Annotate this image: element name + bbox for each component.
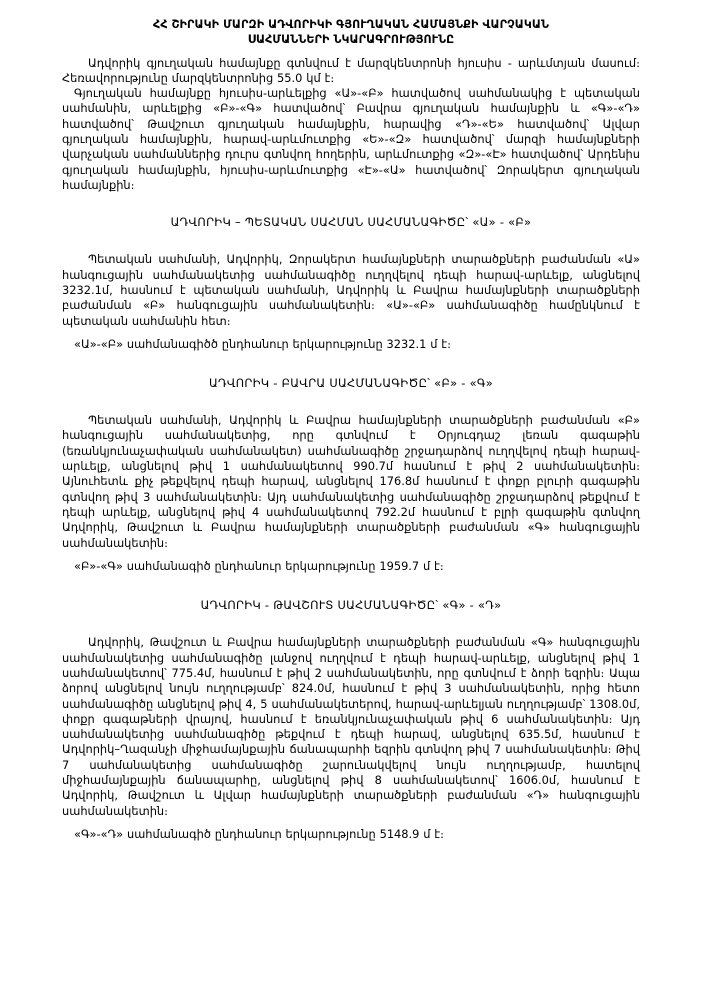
section-heading-g-d: ԱԴՎՈՐԻԿ - ԹԱՎՇՈՒՏ ՍԱՀՄԱՆԱԳԻԾԸ՝ «Գ» - «Դ» [200, 598, 502, 613]
document-title-line-1: ՀՀ ՇԻՐԱԿԻ ՄԱՐԶԻ ԱԴՎՈՐԻԿԻ ԳՅՈՒՂԱԿԱՆ ՀԱՄԱՅՆՔԻ ՎԱՐՉԱԿԱՆ [153, 18, 549, 31]
section-g-d-paragraph: Ադվորիկ, Թավշուտ և Բավրա համայնքների տարածքների բաժանման «Գ» հանգուցային սահմանակետից սահմանագիծը լանջով ուղղվում է դեպի հարավ-արևելք, անցնելով թիվ 1 սահմանակետով՝ 775.4մ, հասնում է թիվ 2 սահմանակետին, որը գտնվում է ձորի եզրին։ Ապա ձորով անցնելով նույն ուղղությամբ՝ 824.0մ, հասնում է թիվ 3 սահմանակետին, որից հետո սահմանագիծը անցնելով թիվ 4, 5 սահմանակետերով, հարավ-արևելյան ուղղությամբ՝ 1308.0մ, փոքր գագաթների վրայով, հասնում է եռանկյունաչափական թիվ 6 սահմանակետին։ Այդ սահմանակետից սահմանագիծը թեքվում է դեպի հարավ, անցնելով 635.5մ, հասնում է Ադվորիկ–Ղազանչի միջհամայնքային ճանապարհի եզրին գտնվող թիվ 7 սահմանակետին։ Թիվ 7 սահմանակետից սահմանագիծը շարունակվելով նույն ուղղությամբ, հատելով միջհամայնքային ճանապարհը, անցնելով թիվ 8 սահմանակետով՝ 1606.0մ, հասնում է Ադվորիկ, Թավշուտ և Ալվար համայնքների տարածքների բաժանման «Դ» հանգուցային սահմանակետին։ [62, 635, 640, 818]
section-heading-b-g: ԱԴՎՈՐԻԿ - ԲԱՎՐԱ ՍԱՀՄԱՆԱԳԻԾԸ՝ «Բ» - «Գ» [208, 376, 494, 391]
spacer [62, 613, 640, 635]
section-b-g-closing: «Բ»-«Գ» սահմանագիծ ընդհանուր երկարությունը 1959.7 մ է։ [74, 559, 444, 574]
intro-paragraph-1: Ադվորիկ գյուղական համայնքը գտնվում է մարզկենտրոնի հյուսիս - արևմտյան մասում։ Հեռավորությունը մարզկենտրոնից 55.0 կմ է։ [62, 55, 640, 85]
intro-paragraph-2: Գյուղական համայնքը հյուսիս-արևելքից «Ա»-«Բ» հատվածով սահմանակից է պետական սահմանին, արևելքից «Բ»-«Գ» հատվածով՝ Բավրա գյուղական համայնքին և «Գ»-«Դ» հատվածով՝ Թավշուտ գյուղական համայնքին, հարավից «Դ»-«Ե» հատվածով՝ Ալվար գյուղական համայնքին, հարավ-արևմուտքից «Ե»-«Զ» հատվածով՝ մարզի համայնքների վարչական սահմաններից դուրս գտնվող հողերին, արևմուտքից «Զ»-«Է» հատվածով՝ Արդենիս գյուղական համայնքին, հյուսիս-արևմուտքից «Է»-«Ա» հատվածով՝ Զորակերտ գյուղական համայնքին։ [62, 86, 640, 193]
document-title-line-2: ՍԱՀՄԱՆՆԵՐԻ ՆԿԱՐԱԳՐՈՒԹՅՈՒՆԸ [247, 32, 455, 46]
spacer [62, 819, 640, 827]
section-a-b-closing: «Ա»-«Բ» սահմանագիծծ ընդհանուր երկարությունը 3232.1 մ է։ [74, 336, 451, 351]
spacer [62, 551, 640, 559]
document-title [62, 18, 640, 48]
spacer [62, 193, 640, 215]
section-a-b-paragraph: Պետական սահմանի, Ադվորիկ, Զորակերտ համայնքների տարածքների բաժանման «Ա» հանգուցային սահմանակետից սահմանագիծը ուղղվելով դեպի հարավ-արևելք, անցնելով 3232.1մ, հասնում է պետական սահմանի, Ադվորիկ և Բավրա համայնքների տարածքների բաժանման «Բ» հանգուցային սահմանակետին։ «Ա»-«Բ» սահմանագիծը համընկնում է պետական սահմանին հետ։ [62, 252, 640, 328]
spacer [62, 329, 640, 337]
section-g-d-closing: «Գ»-«Դ» սահմանագիծ ընդհանուր երկարությունը 5148.9 մ է։ [74, 827, 444, 842]
spacer [62, 230, 640, 252]
spacer [62, 574, 640, 598]
section-heading-a-b: ԱԴՎՈՐԻԿ – ՊԵՏԱԿԱՆ ՍԱՀՄԱՆ ՍԱՀՄԱՆԱԳԻԾԸ՝ «Ա» - «Բ» [170, 215, 532, 230]
section-b-g-paragraph: Պետական սահմանի, Ադվորիկ և Բավրա համայնքների տարածքների բաժանման «Բ» հանգուցային սահմանակետից, որը գտնվում է Օրյուգդաշ լեռան գագաթին (եռանկյունաչափական սահմանակետ) սահմանագիծը շրջադարձով ուղղվելով դեպի հարավ-արևելք, անցնելով թիվ 1 սահմանակետով 990.7մ հասնում է թիվ 2 սահմանակետին։ Այնուհետև քիչ թեքվելով դեպի հարավ, անցնելով 176.8մ հասնում է փոքր բլուրի գագաթին գտնվող թիվ 3 սահմանակետին։ Այդ սահմանակետից սահմանագիծը շրջադարձով թեքվում է դեպի արևելք, անցնելով թիվ 4 սահմանակետով 792.2մ հասնում է բլրի գագաթին գտնվող Ադվորիկ, Թավշուտ և Բավրա համայնքների տարածքների բաժանման «Գ» հանգուցային սահմանակետին։ [62, 413, 640, 550]
spacer [62, 391, 640, 413]
spacer [62, 352, 640, 376]
